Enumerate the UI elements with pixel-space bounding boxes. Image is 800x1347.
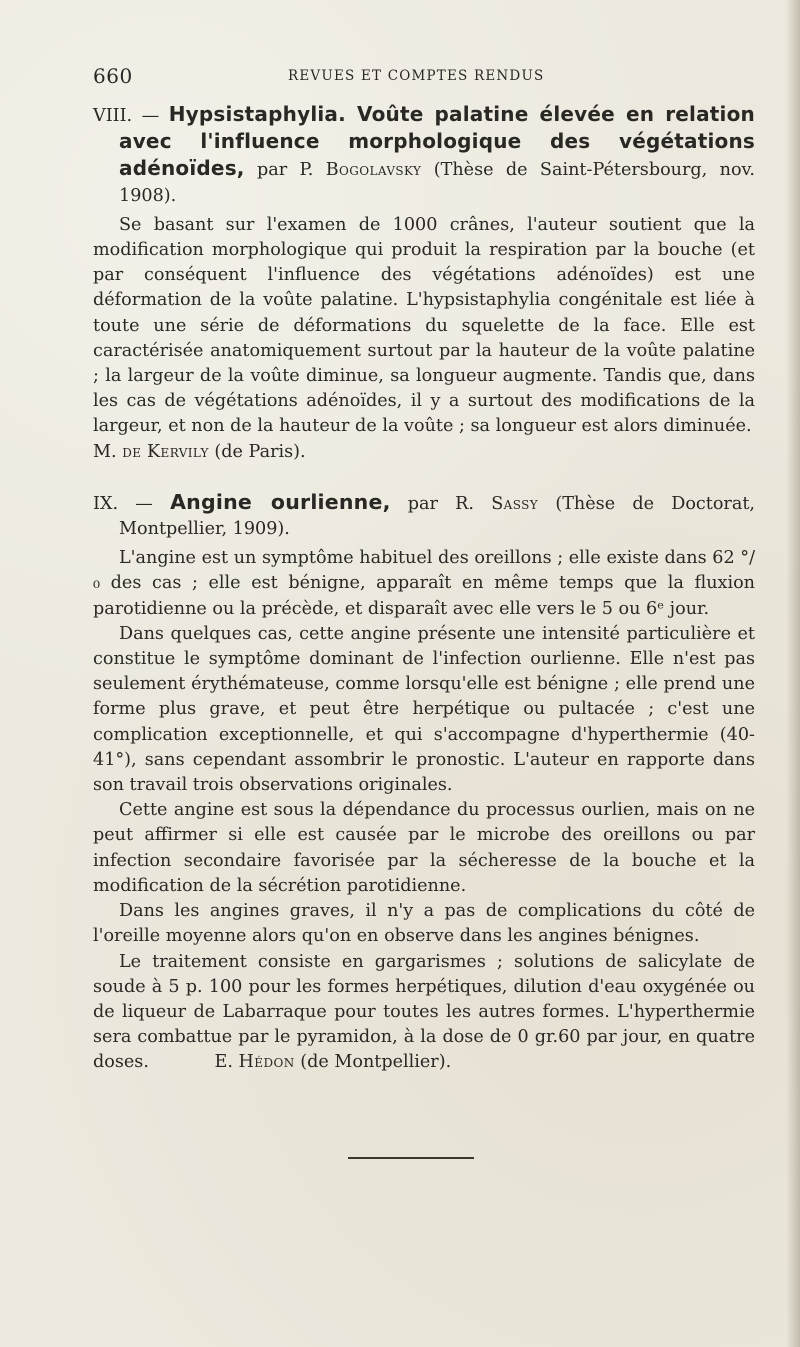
entry-9-paragraph-5 [93, 950, 755, 1076]
entry-8-paragraph [93, 213, 755, 465]
running-header [93, 64, 755, 94]
entry-8-signature [93, 442, 306, 462]
section-gap [93, 465, 755, 490]
entry-9-number: IX. — [93, 493, 153, 514]
entry-9-reviewer-initial: E. [214, 1052, 233, 1073]
entry-8-number: VIII. — [93, 106, 160, 126]
entry-8-reviewer-initial: M. [93, 441, 117, 462]
entry-8-author: Bogolavsky [325, 160, 422, 181]
entry-8-author-prefix: par P. [256, 160, 314, 181]
entry-9-title: Angine ourlienne, [170, 489, 391, 514]
entry-9-heading [93, 490, 755, 542]
entry-9-last-text: Le traitement consiste en gargarismes ; solutions de salicylate de soude à 5 p. 100 pour les formes herpétiques, dilution d'eau oxygénée ou de liqueur de Labarraque pour toutes les autres formes. L'hyperthermie sera combattue par le pyramidon, à la dose de 0 gr.60 par jour, en quatre doses. [93, 951, 755, 1073]
page-number: 660 [93, 64, 133, 88]
entry-8-source: (Thèse de Saint-Pétersbourg, nov. 1908). [119, 160, 755, 206]
entry-9-paragraph-1: L'angine est un symptôme habituel des oreillons ; elle existe dans 62 °/₀ des cas ; elle est bénigne, apparaît en même temps que la fluxion parotidienne ou la précède, et disparaît avec elle vers le 5 ou 6ᵉ jour. [93, 548, 755, 619]
entry-8-reviewer-city: (de Paris). [214, 441, 306, 462]
entry-8-reviewer-name: Kervily [146, 441, 209, 462]
page-edge-shadow [786, 0, 800, 1347]
entry-9-author: Sassy [491, 493, 539, 514]
end-rule [348, 1157, 474, 1159]
entry-8-reviewer-particle: de [122, 441, 142, 462]
page-content [93, 102, 755, 1076]
entry-9-paragraph-3: Cette angine est sous la dépendance du processus ourlien, mais on ne peut affirmer si elle est causée par le microbe des oreillons ou par infection secondaire favorisée par la sécheresse de la bouche et la modification de la sécrétion parotidienne. [93, 800, 755, 896]
entry-8-heading [93, 102, 755, 209]
entry-9-paragraph-4: Dans les angines graves, il n'y a pas de complications du côté de l'oreille moyenne alors qu'on en observe dans les angines bénignes. [93, 901, 755, 947]
entry-8-text: Se basant sur l'examen de 1000 crânes, l'auteur soutient que la modification morphologique qui produit la respiration par la bouche (et par conséquent l'influence des végétations adénoïdes) est une déformation de la voûte palatine. L'hypsistaphylia congénitale est liée à toute une série de déformations du squelette de la face. Elle est caractérisée anatomiquement surtout par la hauteur de la voûte palatine ; la largeur de la voûte diminue, sa longueur augmente. Tandis que, dans les cas de végétations adénoïdes, il y a surtout des modifications de la largeur, et non de la hauteur de la voûte ; sa longueur est alors diminuée. [93, 214, 755, 437]
running-title: REVUES ET COMPTES RENDUS [288, 68, 545, 84]
entry-9-paragraph-2: Dans quelques cas, cette angine présente une intensité particulière et constitue le symptôme dominant de l'infection ourlienne. Elle n'est pas seulement érythémateuse, comme lorsqu'elle est bénigne ; elle prend une forme plus grave, et peut être herpétique ou pultacée ; c'est une complication exceptionnelle, et qui s'accompagne d'hyperthermie (40-41°), sans cependant assombrir le pronostic. L'auteur en rapporte dans son travail trois observations originales. [93, 623, 755, 796]
entry-9-reviewer-city: (de Montpellier). [300, 1052, 452, 1073]
entry-9-reviewer-name: Hédon [238, 1052, 295, 1073]
entry-9-author-prefix: par R. [407, 493, 475, 514]
entry-9-signature [215, 1052, 452, 1072]
entry-9-source: (Thèse de Doctorat, Montpellier, 1909). [119, 493, 755, 540]
entry-8-title: Hypsistaphylia. Voûte palatine élevée en relation avec l'influence morphologique des végétations adénoïdes, [119, 102, 755, 181]
